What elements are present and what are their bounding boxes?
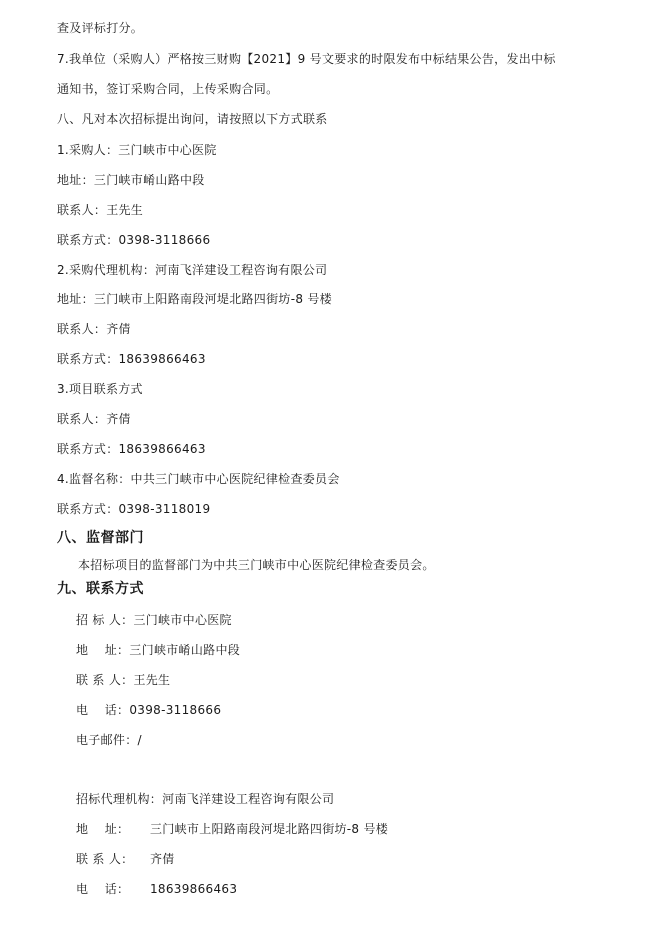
agency-address-value: 三门峡市上阳路南段河堤北路四街坊-8 号楼: [150, 822, 389, 836]
project-phone: 联系方式：18639866463: [57, 442, 206, 456]
agency-address: 地址：三门峡市上阳路南段河堤北路四街坊-8 号楼: [57, 292, 332, 306]
project-contact: 联系人：齐倩: [57, 412, 131, 426]
agency-contact: 联系人：齐倩: [57, 322, 131, 336]
agency-address-label: 地 址：: [76, 822, 130, 836]
tenderer-email-value: /: [137, 733, 142, 747]
tenderer-email-row: [76, 732, 142, 748]
agency-contact-value: 齐倩: [150, 852, 175, 866]
supervision-heading: 八、监督部门: [57, 530, 144, 546]
tenderer-name-row: [76, 612, 232, 628]
purchaser-address: 地址：三门峡市崤山路中段: [57, 173, 205, 187]
purchaser-contact: 联系人：王先生: [57, 203, 144, 217]
tenderer-contact-row: [76, 672, 170, 688]
agency-name-value: 河南飞洋建设工程咨询有限公司: [162, 792, 335, 806]
purchaser-phone: 联系方式：0398-3118666: [57, 233, 211, 247]
supervision-text: 本招标项目的监督部门为中共三门峡市中心医院纪律检查委员会。: [78, 558, 435, 572]
tenderer-email-label: 电子邮件：: [76, 733, 138, 747]
tenderer-address-label: 地 址：: [76, 643, 130, 657]
agency-contact-label: 联 系 人：: [76, 852, 134, 866]
tenderer-contact-label: 联 系 人：: [76, 673, 134, 687]
agency-phone-value: 18639866463: [150, 882, 238, 896]
agency-phone: 联系方式：18639866463: [57, 352, 206, 366]
agency-address-row: [76, 821, 388, 837]
supervisor-title: 4.监督名称：中共三门峡市中心医院纪律检查委员会: [57, 472, 340, 486]
agency-contact-row: [76, 851, 175, 867]
tenderer-phone-label: 电 话：: [76, 703, 130, 717]
supervisor-phone: 联系方式：0398-3118019: [57, 502, 211, 516]
project-title: 3.项目联系方式: [57, 382, 143, 396]
tenderer-contact-value: 王先生: [133, 673, 171, 687]
agency-name-label: 招标代理机构：: [76, 792, 163, 806]
agency-phone-label: 电 话：: [76, 882, 130, 896]
tenderer-name-label: 招 标 人：: [76, 613, 134, 627]
item7-line1: 7.我单位（采购人）严格按三财购【2021】9 号文要求的时限发布中标结果公告，发出中标: [57, 52, 556, 66]
agency-title: 2.采购代理机构：河南飞洋建设工程咨询有限公司: [57, 263, 328, 277]
agency-phone-row: [76, 881, 237, 897]
evaluation-text: 查及评标打分。: [57, 21, 144, 35]
tenderer-phone-row: [76, 702, 221, 718]
inquiry-heading: 八、凡对本次招标提出询问，请按照以下方式联系: [57, 112, 328, 126]
item7-line2: 通知书，签订采购合同，上传采购合同。: [57, 82, 279, 96]
tenderer-name-value: 三门峡市中心医院: [133, 613, 232, 627]
tenderer-address-value: 三门峡市崤山路中段: [129, 643, 241, 657]
contact-heading: 九、联系方式: [57, 581, 144, 597]
tenderer-address-row: [76, 642, 240, 658]
tenderer-phone-value: 0398-3118666: [129, 703, 222, 717]
agency-name-row: [76, 791, 334, 807]
purchaser-title: 1.采购人：三门峡市中心医院: [57, 143, 217, 157]
